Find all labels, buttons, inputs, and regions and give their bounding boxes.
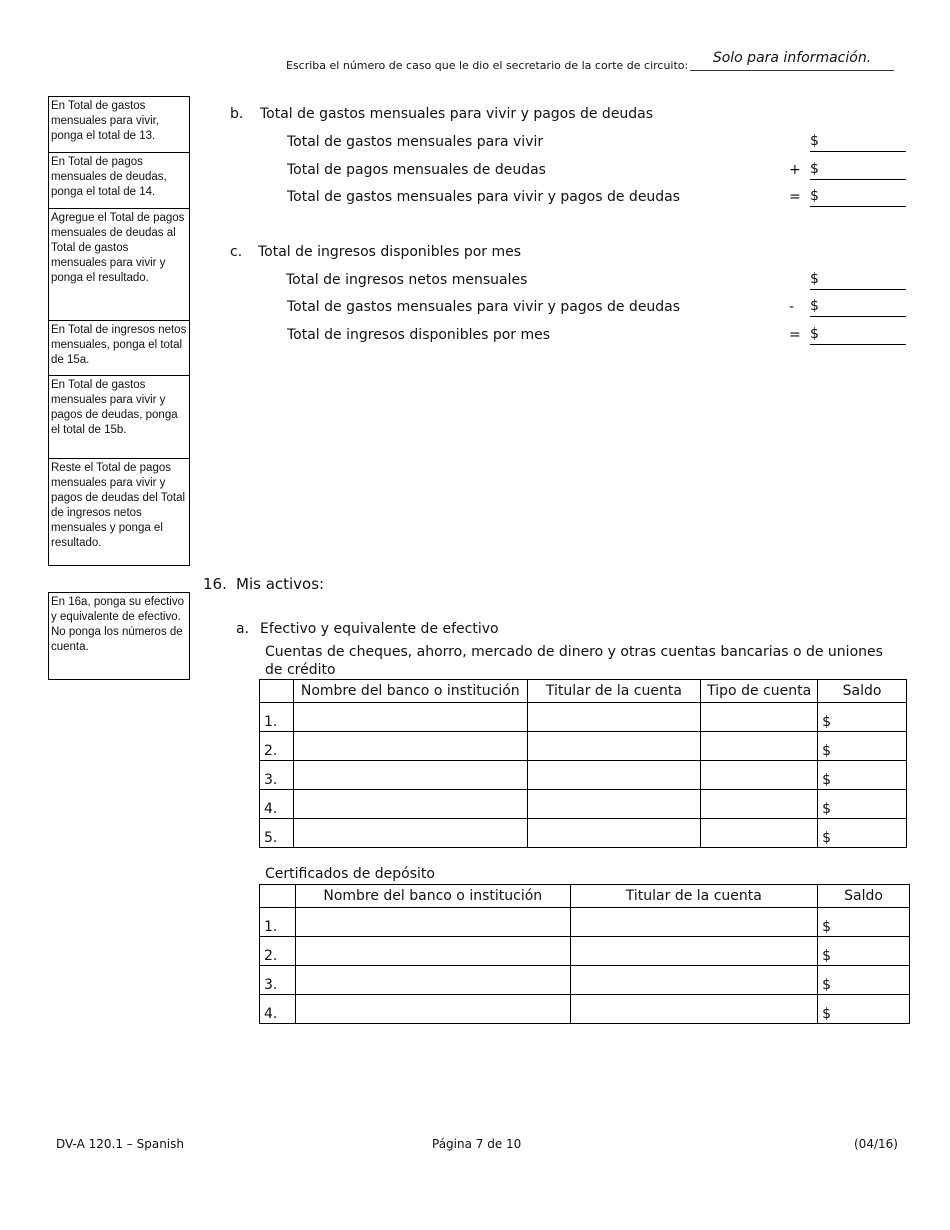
c-row2-operator: - <box>789 299 795 315</box>
certificates-table <box>259 884 910 1024</box>
account-holder-cell[interactable] <box>570 995 818 1024</box>
account-type-cell[interactable] <box>701 819 818 848</box>
bank-name-cell[interactable] <box>293 790 527 819</box>
c-row2-amount[interactable]: $ <box>810 298 906 317</box>
note-15c-expenses: En Total de gastos mensuales para vivir y pagos de deudas, ponga el total de 15b. <box>49 376 189 459</box>
account-type-cell[interactable] <box>701 703 818 732</box>
account-holder-cell[interactable] <box>527 732 701 761</box>
row-number: 4. <box>260 790 294 819</box>
row-number: 3. <box>260 966 296 995</box>
note-15b-living: En Total de gastos mensuales para vivir, ponga el total de 13. <box>49 97 189 153</box>
account-holder-cell[interactable] <box>527 703 701 732</box>
bank-name-cell[interactable] <box>293 703 527 732</box>
account-type-cell[interactable] <box>701 761 818 790</box>
balance-cell[interactable]: $ <box>818 908 910 937</box>
account-holder-header: Titular de la cuenta <box>527 680 701 703</box>
note-15c-result: Reste el Total de pagos mensuales para vivir y pagos de deudas del Total de ingresos netos mensuales y ponga el resultado. <box>51 462 186 549</box>
accounts-caption-cont: de crédito <box>265 662 336 678</box>
row-number: 1. <box>260 703 294 732</box>
bank-name-cell[interactable] <box>293 732 527 761</box>
note-15b-sum: Agregue el Total de pagos mensuales de deudas al Total de gastos mensuales para vivir y ponga el resultado. <box>49 209 189 321</box>
balance-cell[interactable]: $ <box>818 995 910 1024</box>
b-row1-amount[interactable]: $ <box>810 133 906 152</box>
c-row1-label: Total de ingresos netos mensuales <box>286 272 528 288</box>
row-number: 4. <box>260 995 296 1024</box>
row-number: 5. <box>260 819 294 848</box>
account-holder-cell[interactable] <box>570 937 818 966</box>
case-number-label: Escriba el número de caso que le dio el secretario de la corte de circuito: <box>286 59 689 72</box>
table-row <box>260 732 907 761</box>
section-16-title: Mis activos: <box>236 575 325 593</box>
balance-cell[interactable]: $ <box>818 790 907 819</box>
sidebar-notes-15 <box>48 96 190 566</box>
table-row <box>260 819 907 848</box>
section-b-letter: b. <box>230 106 244 122</box>
account-holder-cell[interactable] <box>527 790 701 819</box>
account-holder-cell[interactable] <box>570 908 818 937</box>
section-c-letter: c. <box>230 244 243 260</box>
b-row3-amount[interactable]: $ <box>810 188 906 207</box>
c-row2-label: Total de gastos mensuales para vivir y pagos de deudas <box>287 299 681 315</box>
c-row1-amount[interactable]: $ <box>810 271 906 290</box>
table-row <box>260 790 907 819</box>
section-16-number: 16. <box>203 575 227 593</box>
c-row3-operator: = <box>789 327 801 343</box>
table-row <box>260 937 910 966</box>
c-row3-amount[interactable]: $ <box>810 326 906 345</box>
note-15c-net: En Total de ingresos netos mensuales, ponga el total de 15a. <box>49 321 189 376</box>
note-16a: En 16a, ponga su efectivo y equivalente de efectivo. No ponga los números de cuenta. <box>51 596 184 653</box>
table-row <box>260 908 910 937</box>
section-b-title: Total de gastos mensuales para vivir y pagos de deudas <box>260 106 654 122</box>
balance-header: Saldo <box>818 680 907 703</box>
balance-cell[interactable]: $ <box>818 732 907 761</box>
page-number: Página 7 de 10 <box>432 1137 522 1151</box>
bank-accounts-table <box>259 679 907 848</box>
case-number-value: Solo para información. <box>712 50 872 66</box>
account-type-header: Tipo de cuenta <box>701 680 818 703</box>
b-row2-label: Total de pagos mensuales de deudas <box>287 162 546 178</box>
blank-header <box>260 680 294 703</box>
row-number: 3. <box>260 761 294 790</box>
balance-cell[interactable]: $ <box>818 966 910 995</box>
form-id: DV-A 120.1 – Spanish <box>56 1137 184 1151</box>
table-row <box>260 703 907 732</box>
case-number-field[interactable] <box>690 50 894 71</box>
balance-header: Saldo <box>818 885 910 908</box>
bank-name-header: Nombre del banco o institución <box>295 885 570 908</box>
bank-name-cell[interactable] <box>295 966 570 995</box>
section-16a-title: Efectivo y equivalente de efectivo <box>260 621 499 637</box>
row-number: 2. <box>260 732 294 761</box>
row-number: 2. <box>260 937 296 966</box>
section-16a-letter: a. <box>236 621 250 637</box>
bank-name-cell[interactable] <box>295 995 570 1024</box>
note-15b-debts: En Total de pagos mensuales de deudas, ponga el total de 14. <box>49 153 189 209</box>
account-holder-cell[interactable] <box>570 966 818 995</box>
b-row3-label: Total de gastos mensuales para vivir y pagos de deudas <box>287 189 681 205</box>
table-row <box>260 966 910 995</box>
account-type-cell[interactable] <box>701 732 818 761</box>
account-type-cell[interactable] <box>701 790 818 819</box>
balance-cell[interactable]: $ <box>818 761 907 790</box>
b-row2-amount[interactable]: $ <box>810 161 906 180</box>
c-row3-label: Total de ingresos disponibles por mes <box>287 327 551 343</box>
form-date: (04/16) <box>854 1137 898 1151</box>
bank-name-header: Nombre del banco o institución <box>293 680 527 703</box>
table-header-row <box>260 885 910 908</box>
table-header-row <box>260 680 907 703</box>
table-row <box>260 761 907 790</box>
bank-name-cell[interactable] <box>295 908 570 937</box>
bank-name-cell[interactable] <box>295 937 570 966</box>
account-holder-header: Titular de la cuenta <box>570 885 818 908</box>
cd-caption: Certificados de depósito <box>265 866 435 882</box>
accounts-caption: Cuentas de cheques, ahorro, mercado de dinero y otras cuentas bancarias o de uniones <box>265 644 883 660</box>
table-row <box>260 995 910 1024</box>
sidebar-notes-16 <box>48 592 190 680</box>
account-holder-cell[interactable] <box>527 819 701 848</box>
balance-cell[interactable]: $ <box>818 937 910 966</box>
row-number: 1. <box>260 908 296 937</box>
blank-header <box>260 885 296 908</box>
b-row1-label: Total de gastos mensuales para vivir <box>287 134 544 150</box>
bank-name-cell[interactable] <box>293 761 527 790</box>
bank-name-cell[interactable] <box>293 819 527 848</box>
b-row3-operator: = <box>789 189 801 205</box>
balance-cell[interactable]: $ <box>818 819 907 848</box>
b-row2-operator: + <box>789 162 801 178</box>
section-c-title: Total de ingresos disponibles por mes <box>258 244 522 260</box>
account-holder-cell[interactable] <box>527 761 701 790</box>
balance-cell[interactable]: $ <box>818 703 907 732</box>
